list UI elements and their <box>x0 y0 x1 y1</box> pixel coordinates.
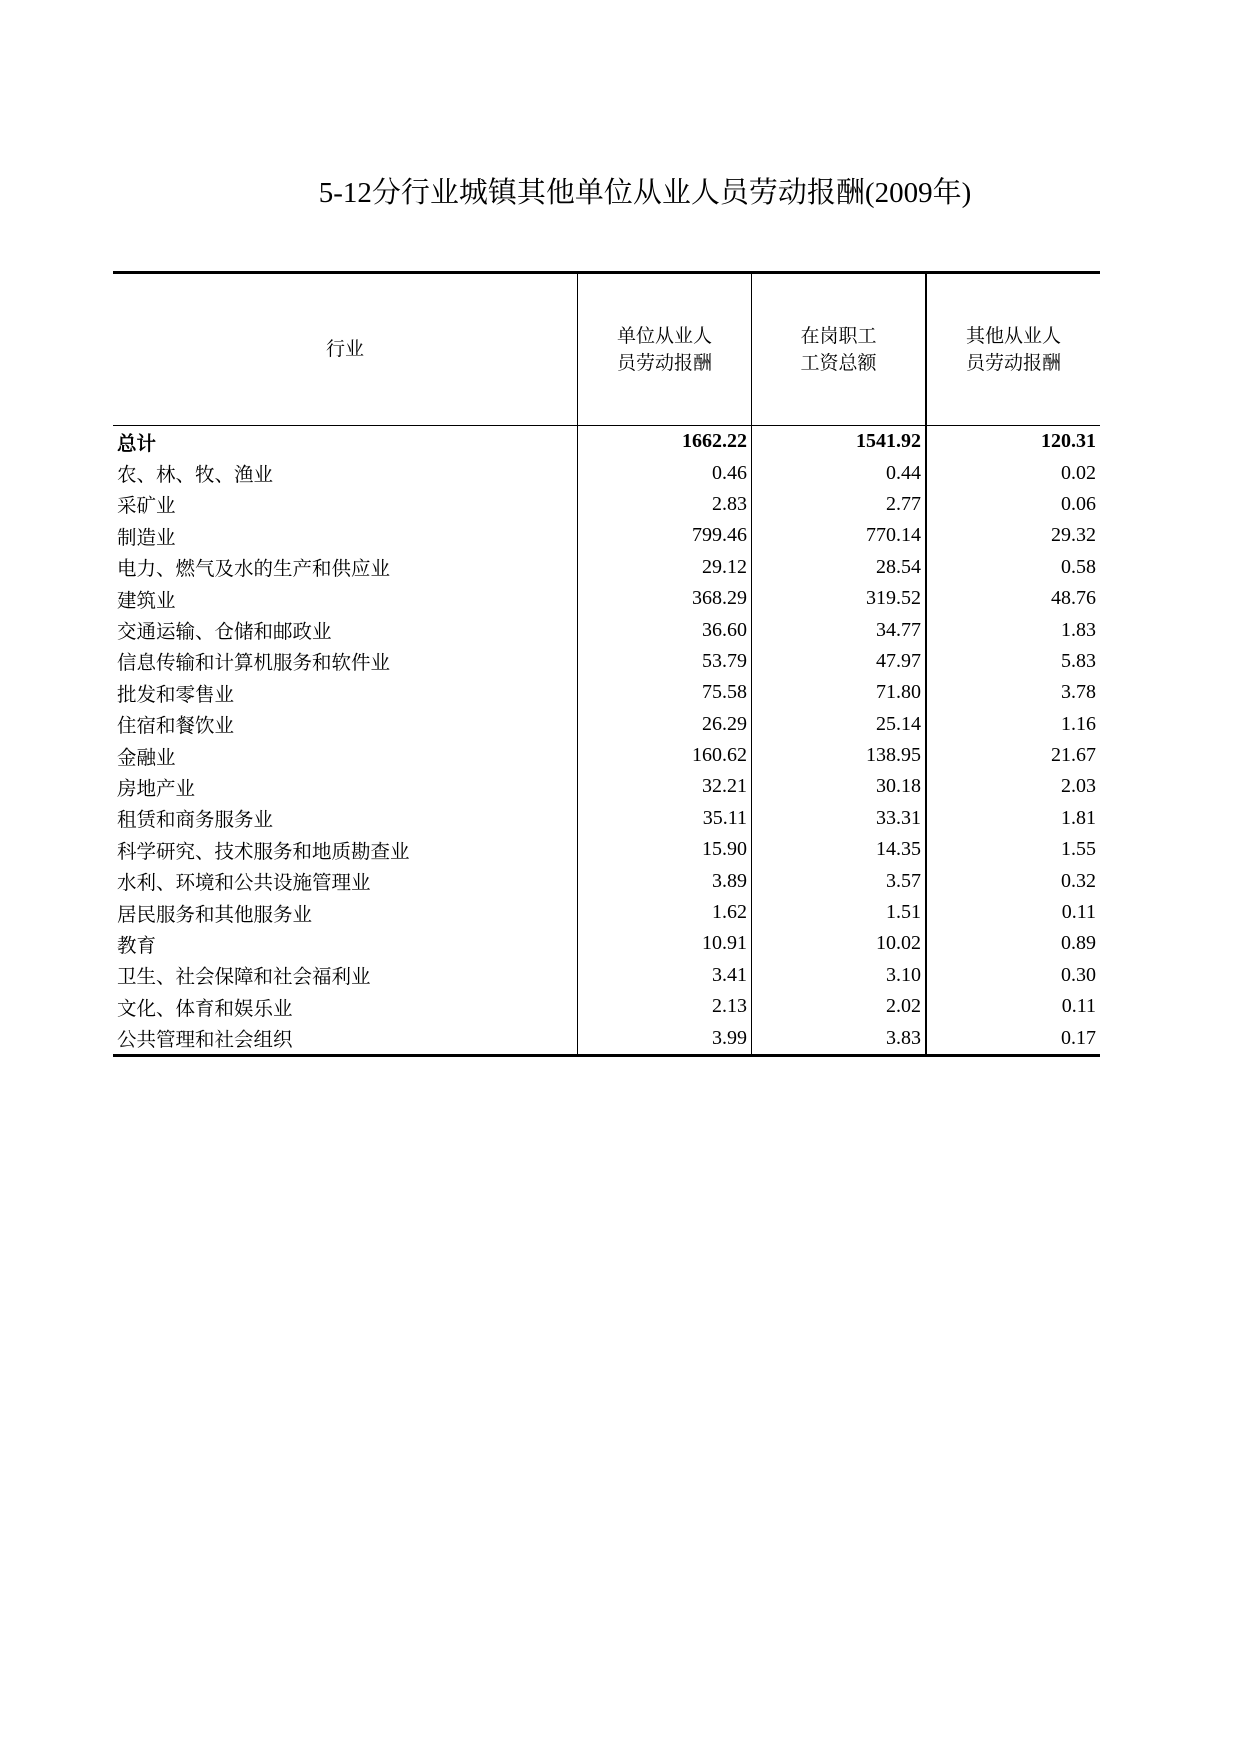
table-row <box>113 677 1100 708</box>
table-header <box>113 274 1100 426</box>
industry-name: 建筑业 <box>117 588 176 612</box>
staff-wages-value: 47.97 <box>751 646 925 677</box>
table-row <box>113 457 1100 488</box>
unit-compensation-value: 160.62 <box>577 740 751 771</box>
other-compensation-value: 0.32 <box>925 865 1100 896</box>
other-compensation-value: 0.89 <box>925 928 1100 959</box>
staff-wages-value: 2.77 <box>751 489 925 520</box>
industry-name: 居民服务和其他服务业 <box>117 902 313 926</box>
staff-wages-value: 319.52 <box>751 583 925 614</box>
header-staff-wages <box>751 274 925 425</box>
unit-compensation-value: 29.12 <box>577 552 751 583</box>
other-compensation-value: 120.31 <box>925 426 1100 457</box>
other-compensation-value: 1.81 <box>925 803 1100 834</box>
staff-wages-value: 33.31 <box>751 803 925 834</box>
other-compensation-value: 29.32 <box>925 520 1100 551</box>
industry-name: 文化、体育和娱乐业 <box>117 996 293 1020</box>
table-row <box>113 865 1100 896</box>
unit-compensation-value: 35.11 <box>577 803 751 834</box>
table-row <box>113 991 1100 1022</box>
staff-wages-value: 138.95 <box>751 740 925 771</box>
industry-name: 公共管理和社会组织 <box>117 1028 293 1052</box>
other-compensation-value: 2.03 <box>925 771 1100 802</box>
staff-wages-value: 25.14 <box>751 709 925 740</box>
unit-compensation-value: 3.89 <box>577 865 751 896</box>
other-compensation-value: 1.16 <box>925 709 1100 740</box>
header-industry <box>113 274 577 425</box>
staff-wages-value: 10.02 <box>751 928 925 959</box>
table-row <box>113 489 1100 520</box>
header-unit-compensation <box>577 274 751 425</box>
unit-compensation-value: 2.83 <box>577 489 751 520</box>
unit-compensation-value: 799.46 <box>577 520 751 551</box>
table-row <box>113 709 1100 740</box>
table-row <box>113 583 1100 614</box>
staff-wages-value: 3.57 <box>751 865 925 896</box>
industry-name: 卫生、社会保障和社会福利业 <box>117 965 371 989</box>
staff-wages-value: 3.83 <box>751 1022 925 1053</box>
industry-name: 总计 <box>117 431 157 455</box>
industry-name: 租赁和商务服务业 <box>117 808 274 832</box>
table-row <box>113 646 1100 677</box>
staff-wages-value: 0.44 <box>751 457 925 488</box>
unit-compensation-value: 2.13 <box>577 991 751 1022</box>
industry-name: 金融业 <box>117 745 176 769</box>
other-compensation-value: 0.17 <box>925 1022 1100 1053</box>
header-other-compensation <box>925 274 1100 425</box>
title-year: (2009年) <box>864 177 972 209</box>
staff-wages-value: 28.54 <box>751 552 925 583</box>
staff-wages-value: 71.80 <box>751 677 925 708</box>
unit-compensation-value: 3.99 <box>577 1022 751 1053</box>
other-compensation-value: 0.11 <box>925 991 1100 1022</box>
table-row <box>113 960 1100 991</box>
header-industry-label: 行业 <box>325 338 364 360</box>
staff-wages-value: 770.14 <box>751 520 925 551</box>
table-row <box>113 520 1100 551</box>
industry-name: 房地产业 <box>117 776 196 800</box>
unit-compensation-value: 36.60 <box>577 614 751 645</box>
unit-compensation-value: 10.91 <box>577 928 751 959</box>
other-compensation-value: 0.02 <box>925 457 1100 488</box>
staff-wages-value: 3.10 <box>751 960 925 991</box>
other-compensation-value: 1.83 <box>925 614 1100 645</box>
industry-name: 科学研究、技术服务和地质勘查业 <box>117 839 410 863</box>
other-compensation-value: 3.78 <box>925 677 1100 708</box>
total-row <box>113 426 1100 457</box>
unit-compensation-value: 0.46 <box>577 457 751 488</box>
other-compensation-value: 0.06 <box>925 489 1100 520</box>
staff-wages-value: 1541.92 <box>751 426 925 457</box>
table-row <box>113 552 1100 583</box>
page-title <box>0 172 1240 213</box>
unit-compensation-value: 1662.22 <box>577 426 751 457</box>
title-prefix: 5-12 <box>318 177 372 209</box>
industry-name: 农、林、牧、渔业 <box>117 463 274 487</box>
table-row <box>113 771 1100 802</box>
industry-name: 教育 <box>117 933 157 957</box>
table-row <box>113 614 1100 645</box>
unit-compensation-value: 15.90 <box>577 834 751 865</box>
table-row <box>113 834 1100 865</box>
staff-wages-value: 30.18 <box>751 771 925 802</box>
other-compensation-value: 0.58 <box>925 552 1100 583</box>
unit-compensation-value: 1.62 <box>577 897 751 928</box>
other-compensation-value: 1.55 <box>925 834 1100 865</box>
other-compensation-value: 0.11 <box>925 897 1100 928</box>
unit-compensation-value: 3.41 <box>577 960 751 991</box>
staff-wages-value: 2.02 <box>751 991 925 1022</box>
staff-wages-value: 34.77 <box>751 614 925 645</box>
unit-compensation-value: 53.79 <box>577 646 751 677</box>
industry-name: 制造业 <box>117 525 176 549</box>
table-row <box>113 740 1100 771</box>
industry-name: 住宿和餐饮业 <box>117 714 235 738</box>
table-row <box>113 803 1100 834</box>
other-compensation-value: 48.76 <box>925 583 1100 614</box>
header-other-compensation-label: 其他从业人 员劳动报酬 <box>965 324 1061 374</box>
header-unit-compensation-label: 单位从业人 员劳动报酬 <box>616 324 712 374</box>
other-compensation-value: 0.30 <box>925 960 1100 991</box>
unit-compensation-value: 32.21 <box>577 771 751 802</box>
table-row <box>113 1022 1100 1053</box>
table-body <box>113 426 1100 1054</box>
table-row <box>113 897 1100 928</box>
table-bottom-rule <box>113 1054 1100 1057</box>
industry-name: 批发和零售业 <box>117 682 235 706</box>
industry-name: 采矿业 <box>117 494 176 518</box>
header-staff-wages-label: 在岗职工 工资总额 <box>800 324 877 374</box>
industry-name: 信息传输和计算机服务和软件业 <box>117 651 391 675</box>
industry-name: 水利、环境和公共设施管理业 <box>117 871 371 895</box>
table-row <box>113 928 1100 959</box>
other-compensation-value: 5.83 <box>925 646 1100 677</box>
staff-wages-value: 1.51 <box>751 897 925 928</box>
title-main: 分行业城镇其他单位从业人员劳动报酬 <box>371 175 865 209</box>
industry-name: 电力、燃气及水的生产和供应业 <box>117 557 391 581</box>
unit-compensation-value: 368.29 <box>577 583 751 614</box>
other-compensation-value: 21.67 <box>925 740 1100 771</box>
industry-name: 交通运输、仓储和邮政业 <box>117 620 332 644</box>
unit-compensation-value: 75.58 <box>577 677 751 708</box>
unit-compensation-value: 26.29 <box>577 709 751 740</box>
staff-wages-value: 14.35 <box>751 834 925 865</box>
data-table <box>113 271 1100 1057</box>
